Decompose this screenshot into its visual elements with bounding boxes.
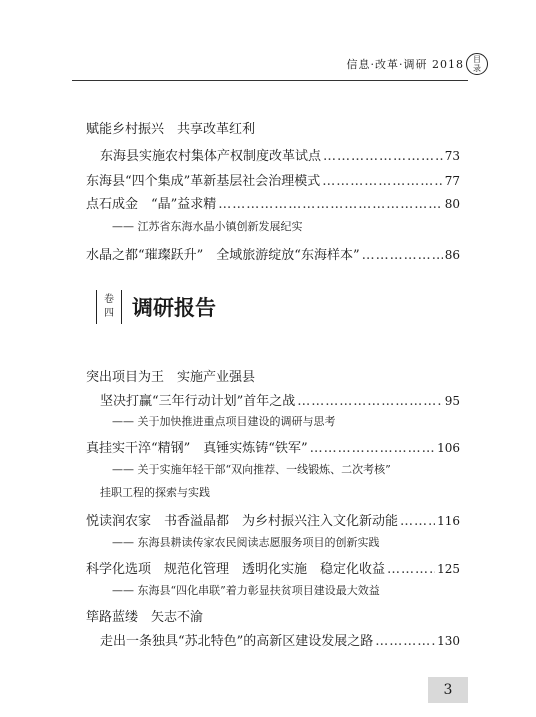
section-heading: 赋能乡村振兴 共享改革红利 [86, 122, 256, 137]
toc-entry[interactable] [86, 170, 460, 189]
toc-subtitle: —— 关于实施年轻干部“双向推荐、一线锻炼、二次考核” [112, 463, 391, 476]
toc-subtitle: —— 东海县“四化串联”着力彰显扶贫项目建设最大效益 [112, 584, 380, 597]
section-heading: 筚路蓝缕 矢志不渝 [86, 610, 204, 625]
volume-label [97, 293, 121, 321]
leader-dots [362, 248, 443, 263]
volume-heading [96, 290, 216, 324]
toc-badge-char-2: 录 [473, 64, 481, 73]
toc-entry-page: 95 [444, 394, 460, 408]
toc-entry[interactable] [86, 437, 460, 456]
leader-dots [322, 174, 442, 189]
toc-entry-page: 80 [444, 197, 460, 211]
toc-entry-page: 73 [444, 149, 460, 163]
toc-subtitle: —— 关于加快推进重点项目建设的调研与思考 [112, 415, 336, 428]
toc-badge-char-1: 目 [473, 55, 481, 64]
page-number: 3 [428, 677, 468, 703]
toc-entry-page: 86 [444, 248, 460, 262]
toc-entry[interactable] [86, 510, 460, 529]
toc-entry-page: 77 [444, 174, 460, 188]
leader-dots [297, 394, 442, 409]
toc-entry[interactable] [86, 558, 460, 577]
toc-entry-page: 130 [437, 634, 460, 648]
volume-label-bottom: 四 [104, 308, 114, 319]
toc-entry-title: 点石成金 “晶”益求精 [86, 197, 217, 212]
toc-entry-title: 坚决打赢“三年行动计划”首年之战 [100, 394, 296, 409]
header-rule [72, 80, 468, 81]
leader-dots [387, 562, 435, 577]
toc-subtitle: —— 江苏省东海水晶小镇创新发展纪实 [112, 220, 303, 233]
toc-subtitle-cont: 挂职工程的探索与实践 [100, 486, 210, 499]
toc-entry-page: 106 [437, 441, 460, 455]
toc-entry-title: 科学化选项 规范化管理 透明化实施 稳定化收益 [86, 562, 386, 577]
toc-subtitle: —— 东海县耕读传家农民阅读志愿服务项目的创新实践 [112, 536, 380, 549]
toc-entry[interactable] [100, 390, 460, 409]
section-heading: 突出项目为王 实施产业强县 [86, 370, 256, 385]
volume-bar-right [121, 290, 122, 324]
leader-dots [323, 149, 443, 164]
leader-dots [218, 197, 442, 212]
toc-entry-title: 悦读润农家 书香溢晶都 为乡村振兴注入文化新动能 [86, 514, 399, 529]
toc-entry[interactable] [86, 193, 460, 212]
toc-entry-page: 125 [437, 562, 460, 576]
toc-entry-title: 东海县实施农村集体产权制度改革试点 [100, 149, 322, 164]
toc-entry-title: 走出一条独具“苏北特色”的高新区建设发展之路 [100, 634, 374, 649]
volume-title: 调研报告 [132, 296, 216, 320]
volume-label-top: 卷 [104, 294, 114, 305]
toc-entry-page: 116 [437, 514, 460, 528]
running-header: 信息·改革·调研 2018 [346, 58, 464, 71]
leader-dots [310, 441, 436, 456]
leader-dots [400, 514, 435, 529]
toc-entry-title: 真挂实干淬“精钢” 真锤实炼铸“铁军” [86, 441, 308, 456]
leader-dots [375, 634, 435, 649]
toc-entry[interactable] [100, 145, 460, 164]
toc-entry-title: 东海县“四个集成”革新基层社会治理模式 [86, 174, 321, 189]
toc-entry-title: 水晶之都“璀璨跃升” 全域旅游绽放“东海样本” [86, 248, 360, 263]
toc-entry[interactable] [86, 244, 460, 263]
toc-entry[interactable] [100, 630, 460, 649]
toc-badge [466, 53, 488, 75]
